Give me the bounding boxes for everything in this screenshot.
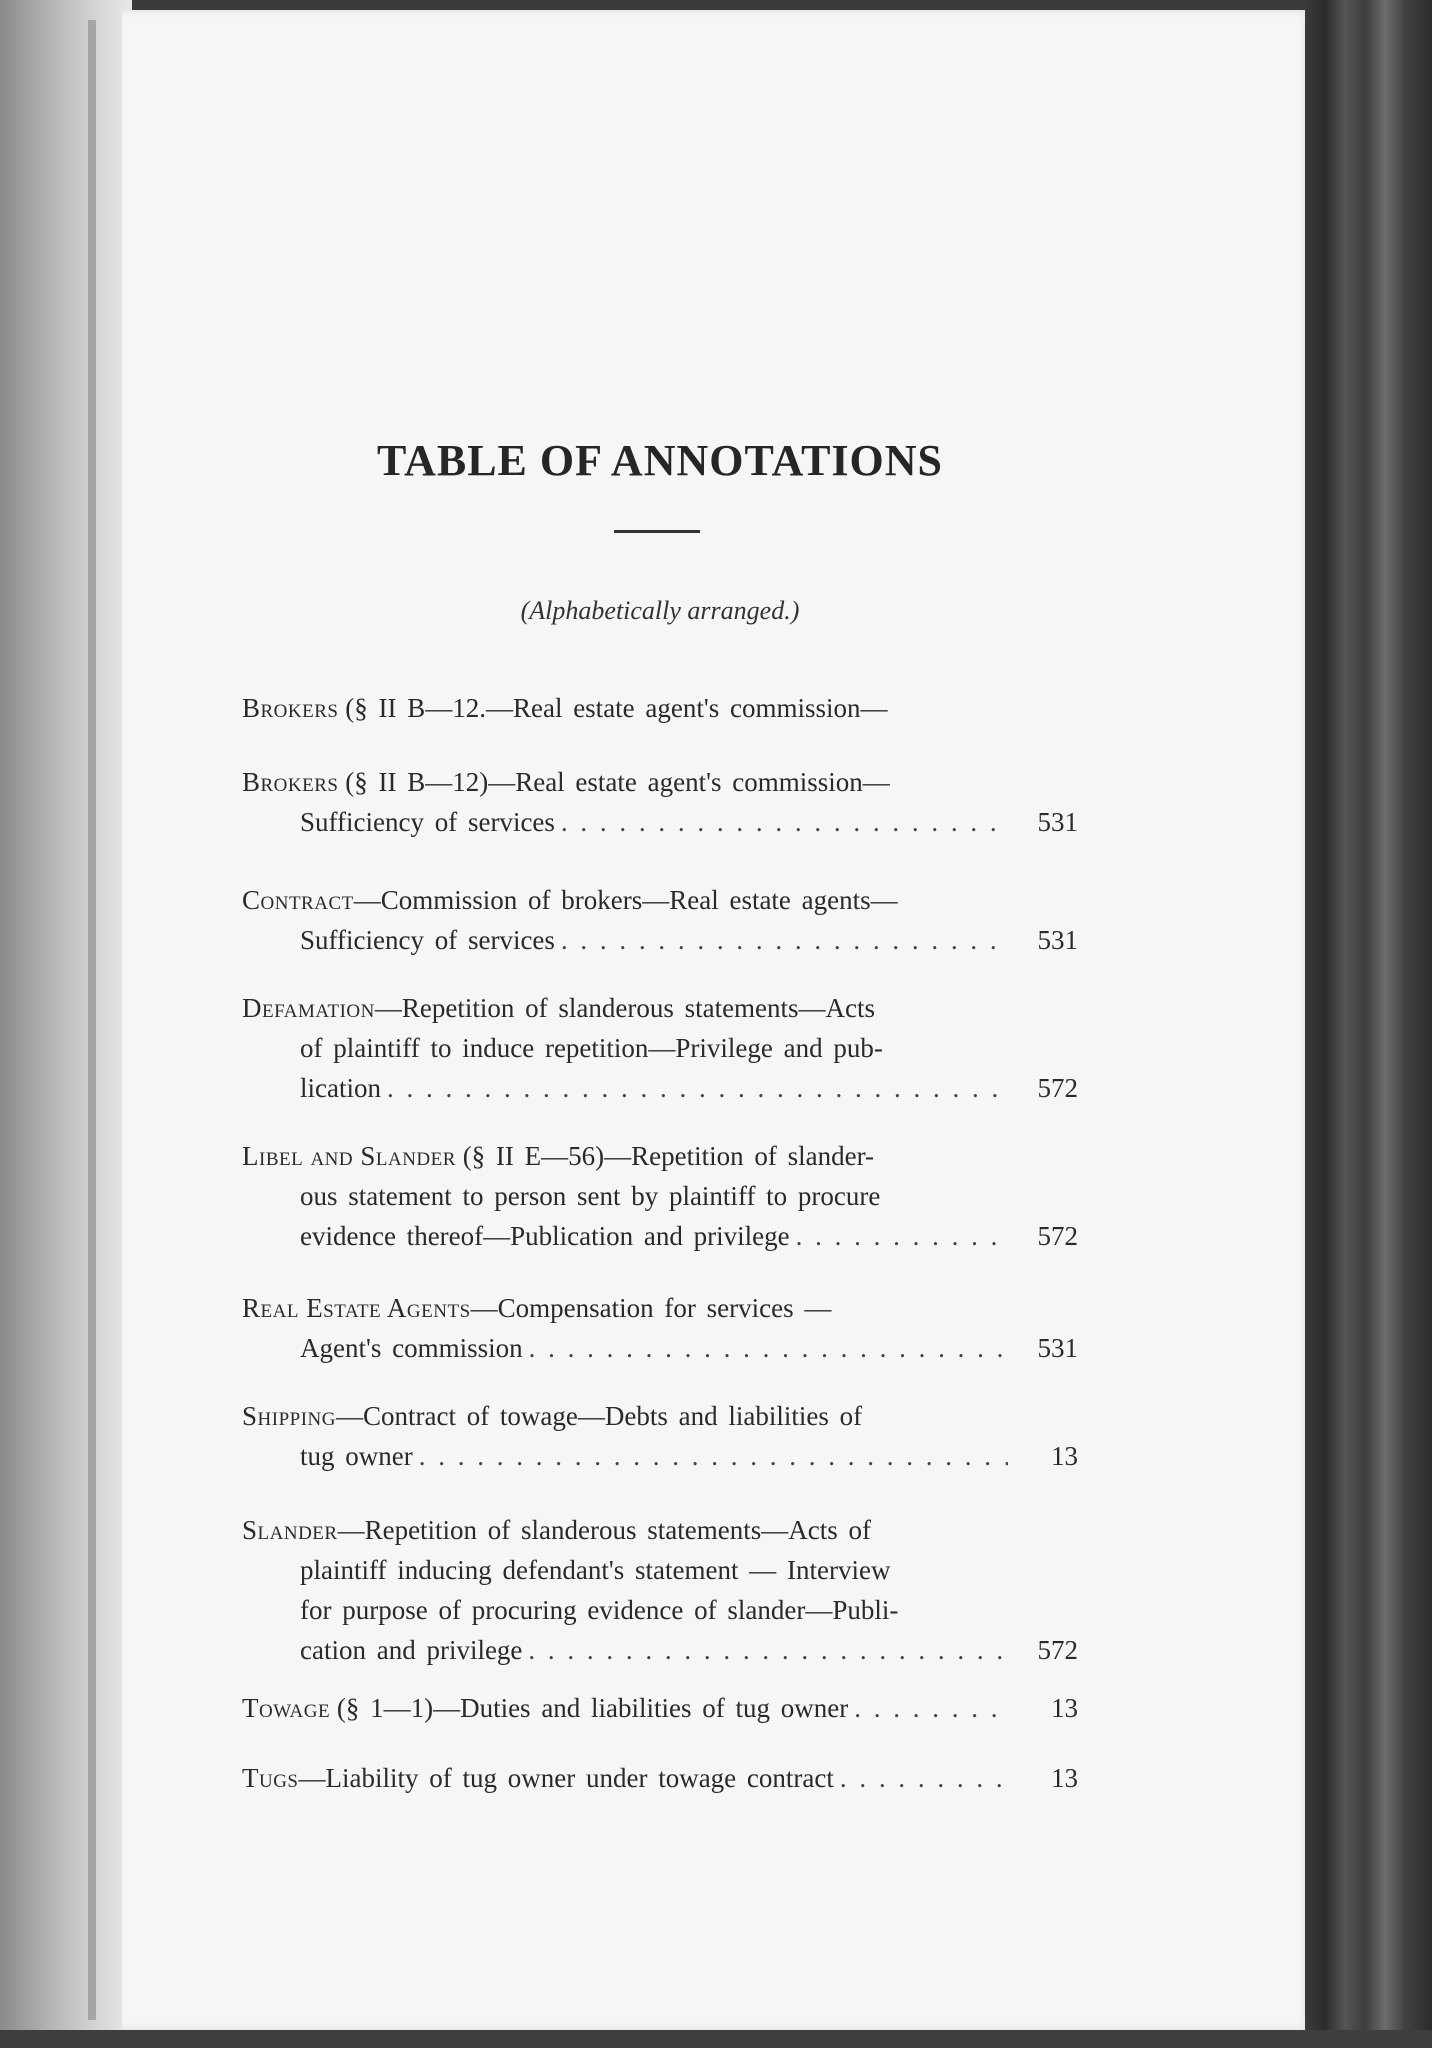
leader-dots (529, 1328, 1008, 1368)
annotation-entry (242, 880, 1078, 960)
entry-heading: Libel and Slander (242, 1141, 456, 1171)
entry-heading: Shipping (242, 1401, 336, 1431)
page-number: 13 (1051, 1693, 1078, 1723)
page-number: 572 (1037, 1221, 1078, 1251)
entry-text: Sufficiency of services (300, 807, 555, 837)
entry-text: —Commission of brokers—Real estate agents— (353, 885, 898, 915)
entry-heading: Defamation (242, 993, 375, 1023)
page-number: 531 (1037, 807, 1078, 837)
annotation-entry (242, 1688, 1078, 1728)
leader-dots (796, 1216, 1008, 1256)
entry-heading: Slander (242, 1515, 338, 1545)
annotation-entry (242, 1510, 1078, 1670)
leader-dots (561, 920, 1008, 960)
book-bottom-edge (0, 2030, 1432, 2048)
title-rule (614, 530, 700, 533)
annotation-entry (242, 1136, 1078, 1256)
entry-text: —Liability of tug owner under towage contract (298, 1763, 834, 1793)
annotation-entry (242, 1758, 1078, 1798)
entry-text: Agent's commission (300, 1333, 523, 1363)
entry-text: plaintiff inducing defendant's statement — Interview (300, 1555, 891, 1585)
subtitle: (Alphabetically arranged.) (520, 596, 800, 625)
book-top-edge (0, 0, 1432, 10)
page-number: 13 (1051, 1441, 1078, 1471)
leader-dots (419, 1436, 1008, 1476)
page-number: 572 (1037, 1635, 1078, 1665)
leader-dots (528, 1630, 1008, 1670)
entry-text: tug owner (300, 1441, 413, 1471)
page-number: 531 (1037, 925, 1078, 955)
entry-text: (§ II E—56)—Repetition of slander- (462, 1141, 875, 1171)
entry-text: —Repetition of slanderous statements—Acts (374, 993, 876, 1023)
entry-heading: Contract (242, 885, 354, 915)
entry-text: lication (300, 1073, 381, 1103)
entry-text: —Compensation for services — (470, 1293, 832, 1323)
page-title: TABLE OF ANNOTATIONS (376, 436, 944, 485)
page-number: 531 (1037, 1333, 1078, 1363)
annotation-entry (242, 988, 1078, 1108)
entry-text: cation and privilege (300, 1635, 523, 1665)
left-page-edge (0, 0, 132, 2048)
entry-text: for purpose of procuring evidence of slander—Publi- (300, 1595, 899, 1625)
entry-text: ous statement to person sent by plaintiff to procure (300, 1181, 881, 1211)
annotation-entry (242, 688, 1078, 728)
page-number: 572 (1037, 1073, 1078, 1103)
annotation-entry (242, 1396, 1078, 1476)
entry-heading: Real Estate Agents (242, 1293, 471, 1323)
entry-text: evidence thereof—Publication and privilege (300, 1221, 790, 1251)
leader-dots (561, 802, 1008, 842)
entry-text: (§ 1—1)—Duties and liabilities of tug owner (336, 1693, 849, 1723)
entry-text: —Contract of towage—Debts and liabilities of (335, 1401, 863, 1431)
entry-heading: Brokers (242, 767, 339, 797)
entry-text: (§ II B—12)—Real estate agent's commission— (345, 767, 890, 797)
leader-dots (840, 1758, 1008, 1798)
entry-text: of plaintiff to induce repetition—Privilege and pub- (300, 1033, 883, 1063)
book-spine (1305, 0, 1432, 2048)
entry-heading: Brokers (242, 693, 339, 723)
entry-text: Sufficiency of services (300, 925, 555, 955)
entry-heading: Towage (242, 1693, 331, 1723)
entry-text: (§ II B—12.—Real estate agent's commission— (345, 693, 888, 723)
annotation-entry (242, 1288, 1078, 1368)
page-number: 13 (1051, 1763, 1078, 1793)
leader-dots (387, 1068, 1008, 1108)
entry-text: —Repetition of slanderous statements—Acts of (337, 1515, 871, 1545)
annotation-entry (242, 762, 1078, 842)
entry-heading: Tugs (242, 1763, 299, 1793)
leader-dots (854, 1688, 1008, 1728)
